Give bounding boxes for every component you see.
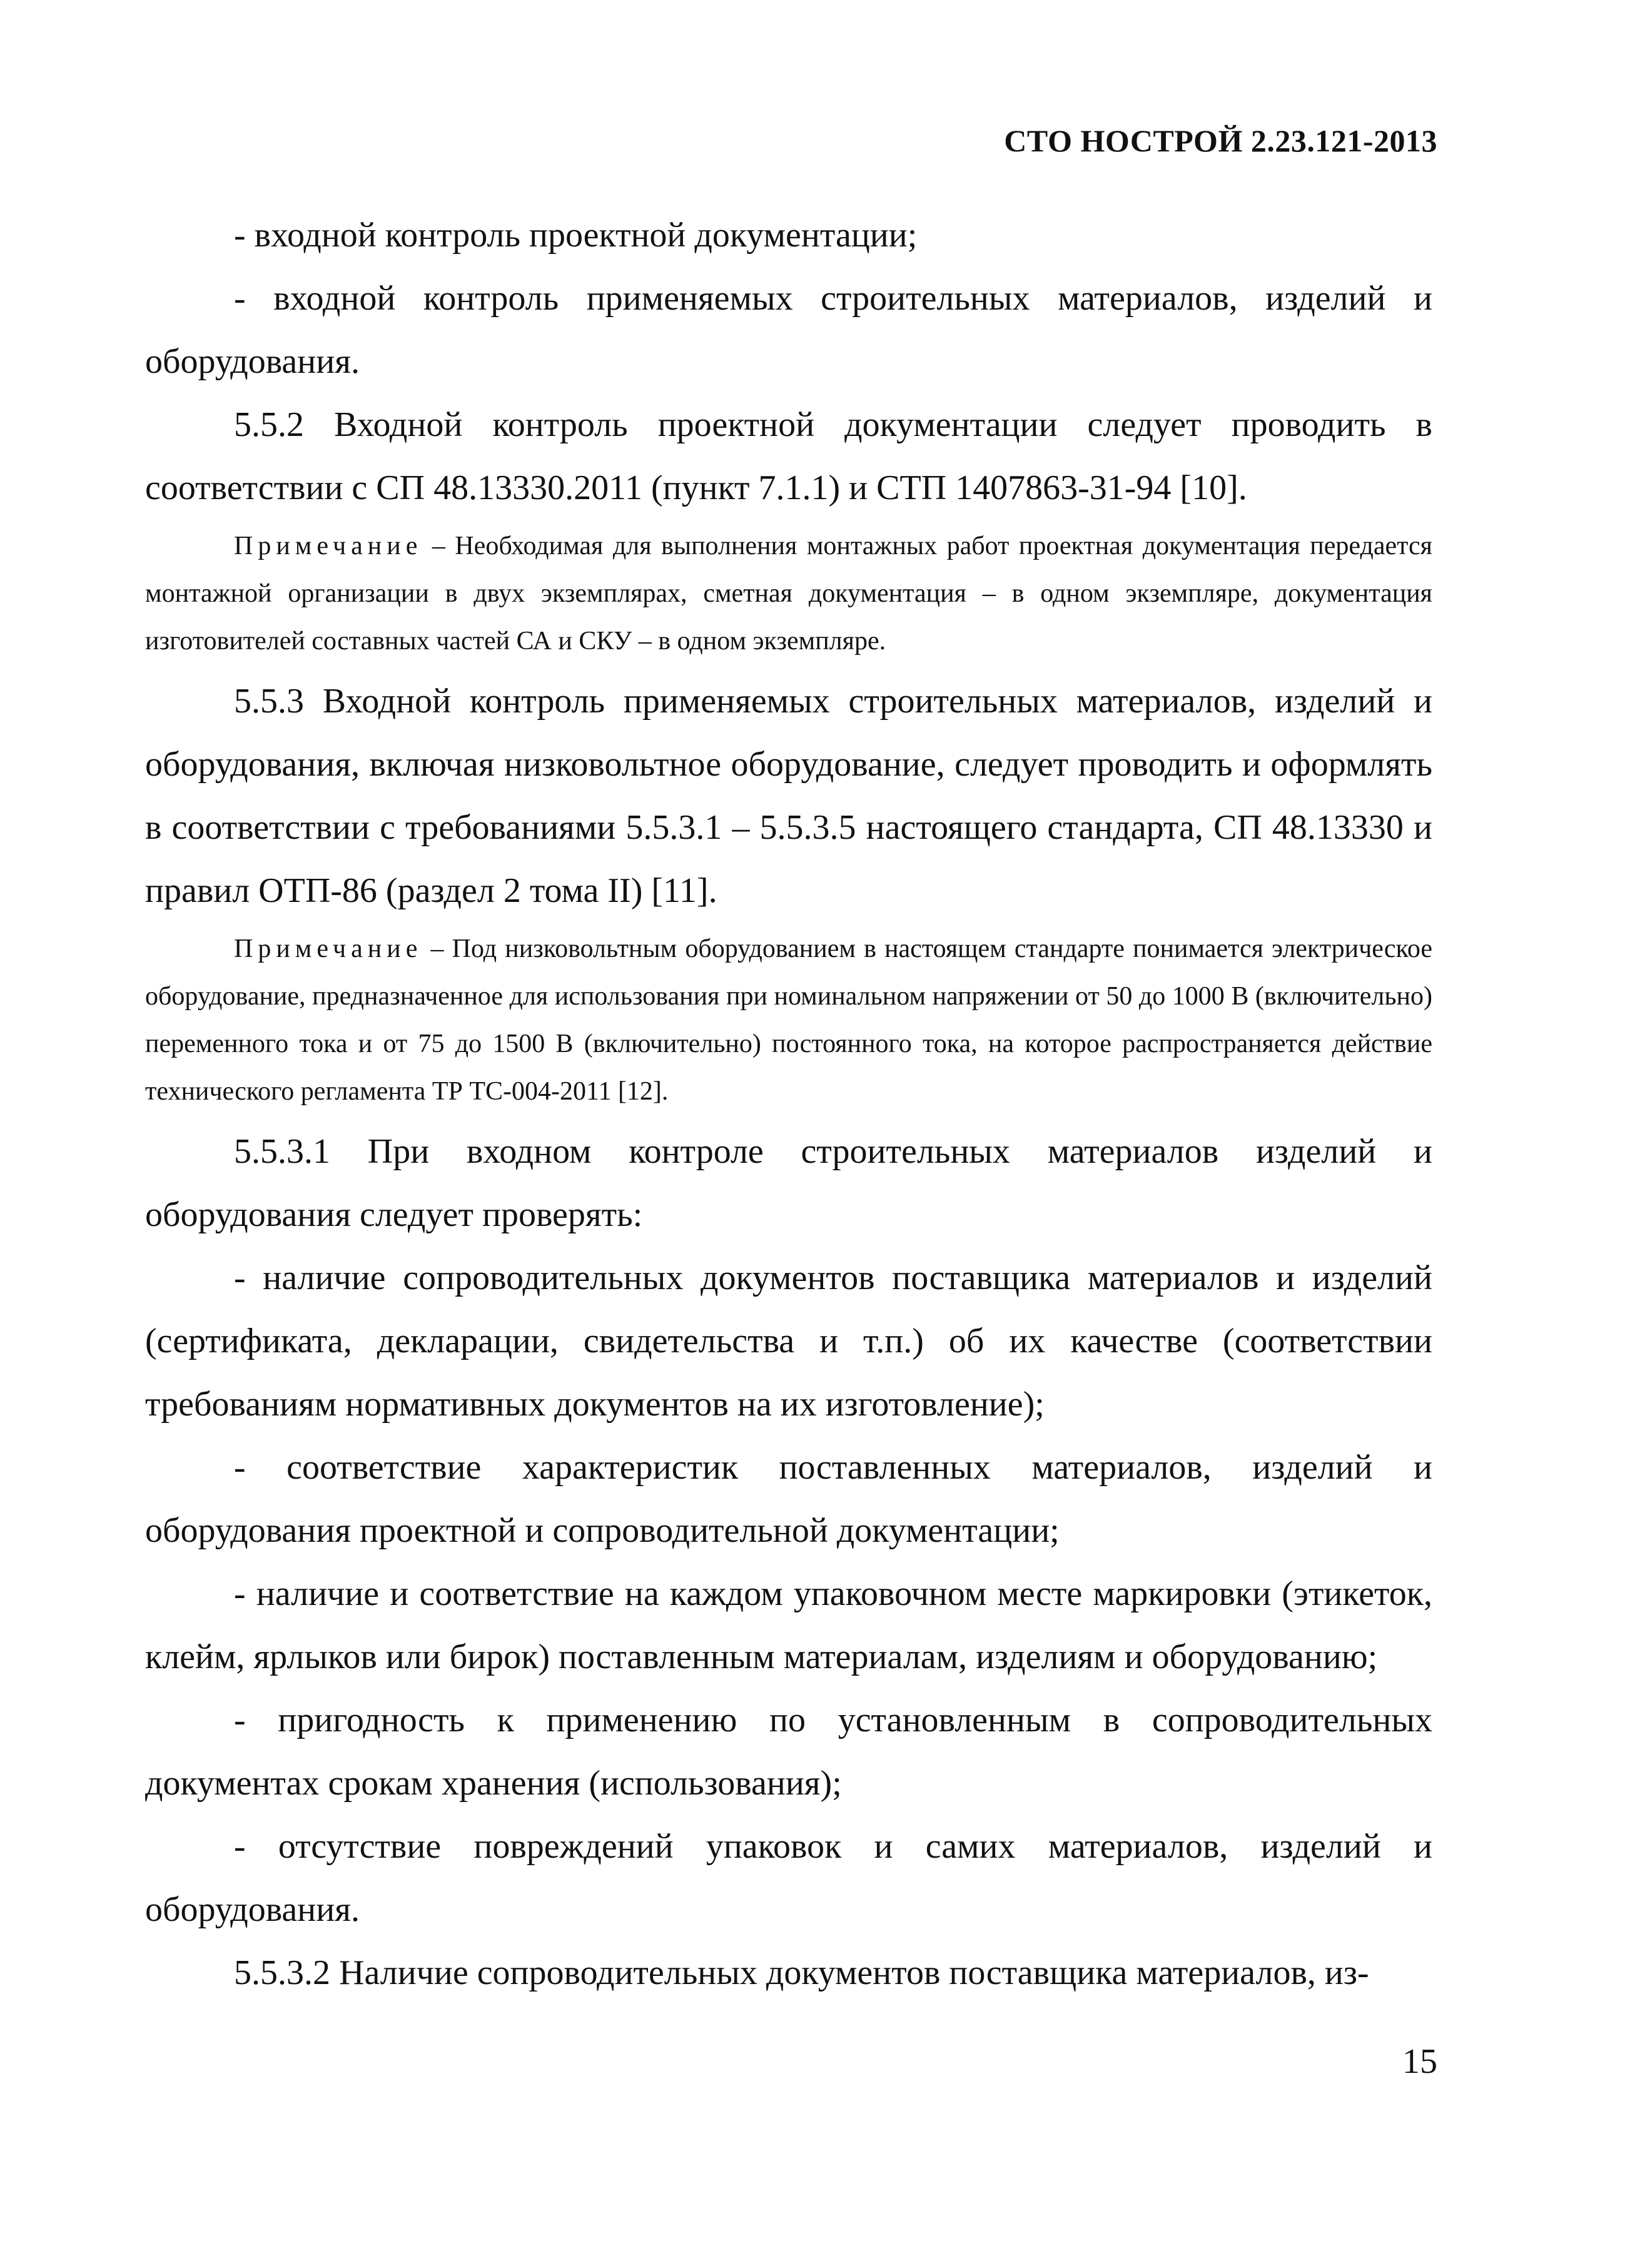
- body-text: [145, 204, 1432, 2005]
- paragraph-input-control-materials: - входной контроль применяемых строительных материалов, изделий и оборудования.: [145, 279, 1432, 381]
- paragraph-input-control-design-docs: - входной контроль проектной документации;: [234, 216, 918, 255]
- paragraph-5-5-3-2: 5.5.3.2 Наличие сопроводительных документов поставщика материалов, из-: [234, 1953, 1369, 1992]
- list-item-no-damage: - отсутствие повреждений упаковок и самих материалов, изделий и оборудования.: [145, 1827, 1432, 1929]
- note-label: Примечание: [234, 532, 423, 560]
- paragraph-5-5-3-1: 5.5.3.1 При входном контроле строительных материалов изделий и оборудования следует проверять:: [145, 1132, 1432, 1234]
- note-text: – Под низковольтным оборудованием в настоящем стандарте понимается электрическое оборудование, предназначенное для использования при номинальном напряжении от 50 до 1000 В (включительно) переменного тока и от 75 до 1500 В (включительно) постоянного тока, на которое распространяется действие технического регламента ТР ТС-004-2011 [12].: [145, 934, 1432, 1106]
- paragraph-5-5-2: 5.5.2 Входной контроль проектной документации следует проводить в соответствии с СП 48.13330.2011 (пункт 7.1.1) и СТП 1407863-31-94 [10].: [145, 405, 1432, 507]
- list-item-marking: - наличие и соответствие на каждом упаковочном месте маркировки (этикеток, клейм, ярлыков или бирок) поставленным материалам, изделиям и оборудованию;: [145, 1574, 1432, 1676]
- paragraph-5-5-3: 5.5.3 Входной контроль применяемых строительных материалов, изделий и оборудования, включая низковольтное оборудование, следует проводить и оформлять в соответствии с требованиями 5.5.3.1 – 5.5.3.5 настоящего стандарта, СП 48.13330 и правил ОТП-86 (раздел 2 тома II) [11].: [145, 682, 1432, 910]
- list-item-accompanying-docs: - наличие сопроводительных документов поставщика материалов и изделий (сертификата, декларации, свидетельства и т.п.) об их качестве (соответствии требованиям нормативных документов на их изготовление);: [145, 1258, 1432, 1424]
- note-label: Примечание: [234, 934, 423, 963]
- list-item-shelf-life: - пригодность к применению по установленным в сопроводительных документах срокам хранения (использования);: [145, 1701, 1432, 1803]
- standard-code-header: СТО НОСТРОЙ 2.23.121-2013: [1004, 123, 1437, 158]
- note-low-voltage-equipment: [145, 925, 1432, 1115]
- note-design-documentation: [145, 522, 1432, 665]
- list-item-characteristics-match: - соответствие характеристик поставленных материалов, изделий и оборудования проектной и сопроводительной документации;: [145, 1448, 1432, 1550]
- note-text: – Необходимая для выполнения монтажных работ проектная документация передается монтажной организации в двух экземплярах, сметная документация – в одном экземпляре, документация изготовителей составных частей СА и СКУ – в одном экземпляре.: [145, 532, 1432, 656]
- page-number: 15: [1402, 2042, 1437, 2081]
